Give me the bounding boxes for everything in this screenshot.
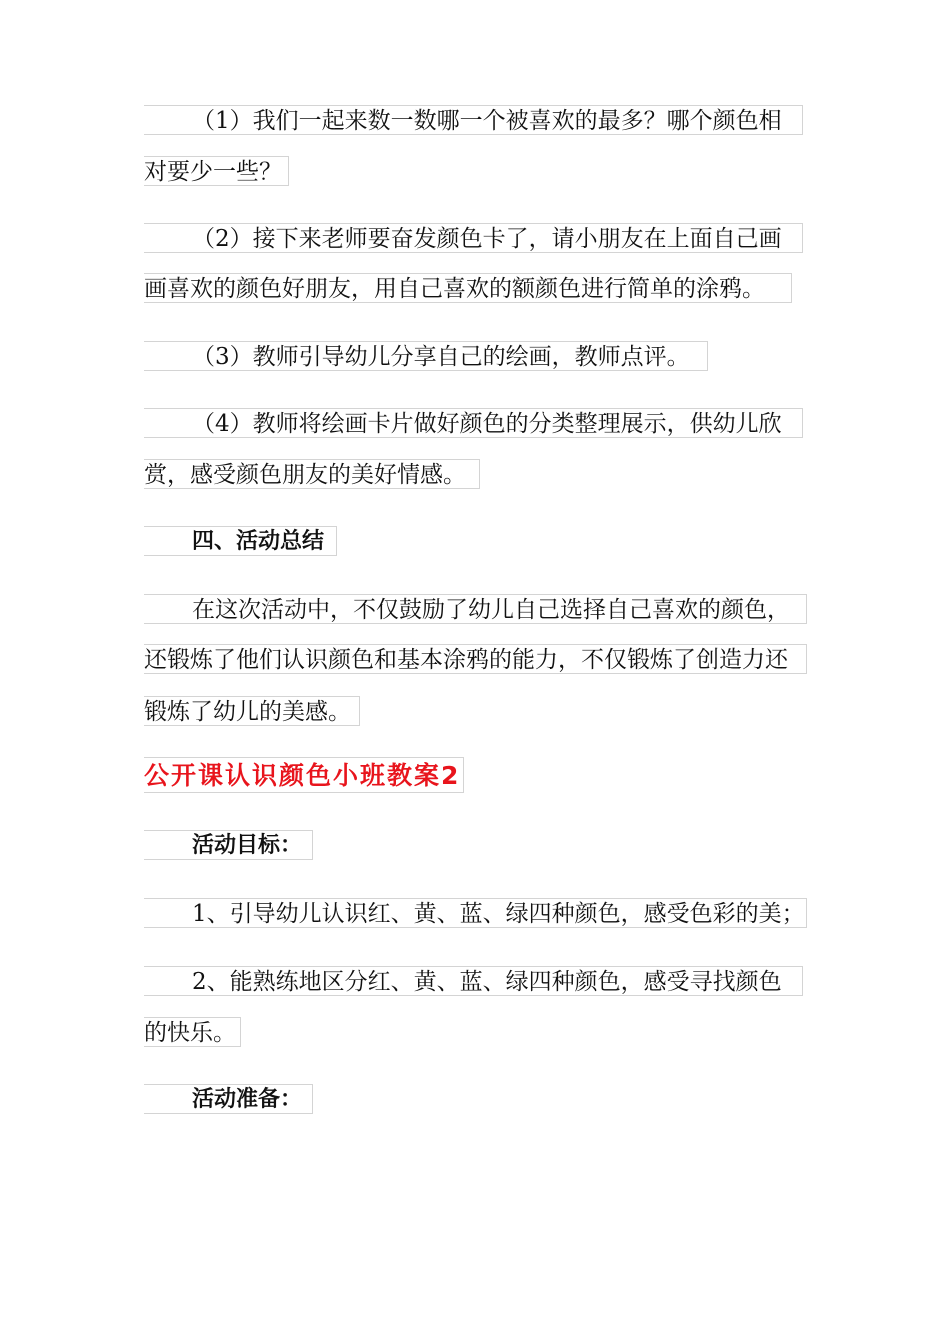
paragraph-line: 赏，感受颜色朋友的美好情感。 bbox=[144, 459, 480, 489]
section-heading: 活动准备： bbox=[144, 1084, 313, 1114]
paragraph-line: 对要少一些？ bbox=[144, 156, 289, 186]
paragraph-line: （1）我们一起来数一数哪一个被喜欢的最多？哪个颜色相 bbox=[144, 105, 803, 135]
section-heading: 活动目标： bbox=[144, 830, 313, 860]
paragraph-line: 2、能熟练地区分红、黄、蓝、绿四种颜色，感受寻找颜色 bbox=[144, 966, 803, 996]
paragraph-line: 在这次活动中，不仅鼓励了幼儿自己选择自己喜欢的颜色， bbox=[144, 594, 807, 624]
paragraph-line: （4）教师将绘画卡片做好颜色的分类整理展示，供幼儿欣 bbox=[144, 408, 803, 438]
paragraph-line: （3）教师引导幼儿分享自己的绘画，教师点评。 bbox=[144, 341, 708, 371]
paragraph-line: 画喜欢的颜色好朋友，用自己喜欢的额颜色进行简单的涂鸦。 bbox=[144, 273, 792, 303]
section-heading: 四、活动总结 bbox=[144, 526, 337, 556]
paragraph-line: 1、引导幼儿认识红、黄、蓝、绿四种颜色，感受色彩的美； bbox=[144, 898, 807, 928]
paragraph-line: （2）接下来老师要奋发颜色卡了，请小朋友在上面自己画 bbox=[144, 223, 803, 253]
paragraph-line: 锻炼了幼儿的美感。 bbox=[144, 696, 360, 726]
lesson-plan-title: 公开课认识颜色小班教案2 bbox=[144, 757, 464, 793]
paragraph-line: 的快乐。 bbox=[144, 1017, 241, 1047]
paragraph-line: 还锻炼了他们认识颜色和基本涂鸦的能力，不仅锻炼了创造力还 bbox=[144, 644, 807, 674]
